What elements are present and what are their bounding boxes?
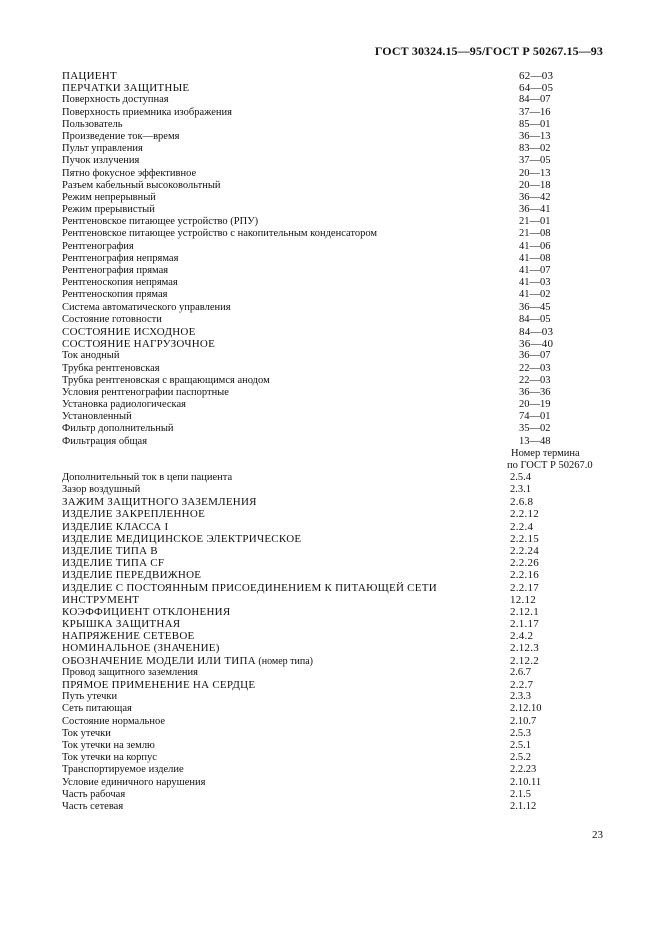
term-text: Рентгенография прямая	[62, 265, 169, 276]
term-number: 41—02	[519, 289, 551, 301]
term-row	[62, 436, 622, 448]
term-number: 74—01	[519, 411, 551, 423]
term-text: Рентгеноскопия прямая	[62, 289, 168, 301]
term-label	[62, 265, 168, 277]
term-label	[62, 289, 167, 301]
term-row	[62, 399, 622, 411]
term-number: 36—41	[519, 204, 551, 216]
term-number: 20—13	[519, 167, 551, 179]
term-number: 2.12.2	[510, 654, 539, 667]
term-number: 41—07	[519, 265, 551, 276]
term-label	[62, 801, 123, 813]
term-text: ИЗДЕЛИЕ КЛАССА I	[62, 520, 169, 533]
term-label	[62, 228, 377, 240]
term-number: 2.5.1	[510, 739, 531, 751]
term-row	[62, 411, 622, 423]
term-text: СОСТОЯНИЕ НАГРУЗОЧНОЕ	[62, 338, 216, 351]
term-label	[62, 204, 155, 216]
term-label	[62, 777, 205, 789]
term-label	[62, 496, 257, 508]
term-label	[62, 399, 186, 411]
term-label	[62, 350, 119, 362]
term-label	[62, 131, 179, 143]
term-row	[62, 545, 622, 557]
term-text: КОЭФФИЦИЕНТ ОТКЛОНЕНИЯ	[62, 605, 231, 618]
term-text: Система автоматического управления	[62, 301, 231, 313]
term-text: ИЗДЕЛИЕ ТИПА В	[62, 544, 158, 557]
term-row	[62, 630, 622, 642]
term-label	[62, 216, 258, 228]
term-text: ПЕРЧАТКИ ЗАЩИТНЫЕ	[62, 82, 190, 95]
term-label	[62, 253, 178, 265]
term-text: НОМИНАЛЬНОЕ (ЗНАЧЕНИЕ)	[62, 642, 220, 655]
term-label	[62, 557, 164, 569]
term-label	[62, 143, 143, 155]
term-text: ИЗДЕЛИЕ ЗАКРЕПЛЕННОЕ	[62, 508, 206, 521]
term-text: Рентгеноскопия непрямая	[62, 277, 178, 289]
term-number: 2.1.5	[510, 788, 531, 800]
term-label	[62, 728, 111, 740]
term-number: 36—36	[519, 386, 551, 398]
term-number: 37—05	[519, 155, 551, 167]
term-row	[62, 363, 622, 375]
subheading-line-2: по ГОСТ Р 50267.0	[507, 459, 593, 471]
term-number: 2.2.16	[510, 569, 539, 582]
term-row	[62, 70, 622, 82]
term-row	[62, 618, 622, 630]
term-row	[62, 679, 622, 691]
page-number: 23	[592, 829, 603, 841]
term-number: 2.12.1	[510, 605, 539, 618]
term-label	[62, 472, 232, 484]
term-label	[62, 740, 155, 752]
term-number: 41—06	[519, 240, 551, 252]
term-row	[62, 667, 622, 679]
subheading-line-1: Номер термина	[511, 447, 580, 459]
term-label	[62, 363, 160, 375]
term-label	[62, 508, 205, 520]
term-label	[62, 789, 125, 801]
term-label	[62, 642, 220, 654]
term-text: Пучок излучения	[62, 155, 140, 167]
term-label	[62, 326, 196, 338]
term-label	[62, 618, 180, 630]
term-text: Зазор воздушный	[62, 484, 141, 495]
term-number: 84—03	[519, 325, 554, 338]
term-text: Дополнительный ток в цепи пациента	[62, 471, 233, 483]
term-list-section-1	[62, 70, 622, 448]
term-row	[62, 484, 622, 496]
term-text: Сеть питающая	[62, 703, 132, 715]
term-label	[62, 594, 139, 606]
term-label	[62, 667, 198, 679]
term-text: СОСТОЯНИЕ ИСХОДНОЕ	[62, 325, 196, 338]
term-number: 36—07	[519, 350, 551, 362]
term-number: 21—08	[519, 228, 551, 240]
term-number: 84—07	[519, 94, 551, 106]
term-row	[62, 569, 622, 581]
term-text: Пятно фокусное эффективное	[62, 167, 197, 179]
term-text: Ток утечки на корпус	[62, 752, 157, 764]
term-text: Ток анодный	[62, 350, 120, 362]
term-label	[62, 703, 132, 715]
term-number: 36—40	[519, 338, 554, 351]
term-row	[62, 423, 622, 435]
term-number: 35—02	[519, 423, 551, 435]
term-label	[62, 241, 134, 253]
term-number: 20—19	[519, 399, 551, 411]
term-row	[62, 155, 622, 167]
term-number: 83—02	[519, 143, 551, 155]
term-row	[62, 789, 622, 801]
term-number: 37—16	[519, 106, 551, 118]
term-label	[62, 716, 165, 728]
term-label	[62, 436, 147, 448]
term-text: Пульт управления	[62, 143, 143, 155]
term-text: Режим прерывистый	[62, 204, 155, 216]
term-suffix: (номер типа)	[255, 655, 313, 667]
term-number: 2.3.1	[510, 484, 531, 495]
term-text: Режим непрерывный	[62, 191, 156, 203]
term-text: ОБОЗНАЧЕНИЕ МОДЕЛИ ИЛИ ТИПА	[62, 654, 256, 667]
term-row	[62, 655, 622, 667]
term-row	[62, 691, 622, 703]
term-number: 84—05	[519, 313, 551, 325]
term-text: Фильтрация общая	[62, 435, 148, 447]
term-number: 2.1.12	[510, 800, 537, 812]
term-text: ИЗДЕЛИЕ ПЕРЕДВИЖНОЕ	[62, 569, 202, 582]
term-number: 2.6.8	[510, 496, 534, 509]
term-text: ПАЦИЕНТ	[62, 70, 117, 82]
term-row	[62, 302, 622, 314]
term-row	[62, 338, 622, 350]
term-label	[62, 107, 232, 119]
term-number: 85—01	[519, 118, 551, 130]
term-number: 20—18	[519, 179, 551, 191]
term-text: ИНСТРУМЕНТ	[62, 593, 140, 606]
term-label	[62, 533, 301, 545]
term-text: Состояние нормальное	[62, 715, 166, 727]
term-text: Часть рабочая	[62, 788, 126, 800]
term-number: 2.2.26	[510, 557, 539, 570]
term-label	[62, 521, 168, 533]
term-row	[62, 204, 622, 216]
term-text: Рентгенография непрямая	[62, 252, 179, 264]
term-number: 36—13	[519, 130, 551, 142]
term-number: 2.2.12	[510, 508, 539, 521]
term-text: Фильтр дополнительный	[62, 423, 174, 435]
term-label	[62, 387, 229, 399]
term-text: Путь утечки	[62, 691, 118, 703]
term-label	[62, 569, 201, 581]
term-row	[62, 375, 622, 387]
term-number: 62—03	[519, 70, 554, 82]
term-number: 36—45	[519, 301, 551, 313]
term-number: 2.2.24	[510, 544, 539, 557]
term-text: КРЫШКА ЗАЩИТНАЯ	[62, 618, 181, 631]
term-index	[62, 70, 622, 813]
term-number: 2.2.15	[510, 532, 539, 545]
term-number: 12.12	[510, 593, 536, 606]
term-label	[62, 545, 158, 557]
term-label	[62, 82, 189, 94]
term-label	[62, 119, 123, 131]
term-label	[62, 155, 139, 167]
term-text: Установка радиологическая	[62, 399, 186, 411]
term-number: 2.6.7	[510, 666, 531, 678]
term-number: 2.2.4	[510, 520, 534, 533]
term-label	[62, 180, 221, 192]
column-subheading	[62, 448, 622, 472]
term-number: 41—08	[519, 252, 551, 264]
term-label	[62, 277, 178, 289]
term-number: 2.2.7	[510, 679, 534, 691]
term-text: Рентгеновское питающее устройство (РПУ)	[62, 216, 259, 228]
term-row	[62, 216, 622, 228]
term-text: Условие единичного нарушения	[62, 776, 206, 788]
term-text: Состояние готовности	[62, 313, 162, 325]
term-row	[62, 716, 622, 728]
term-text: ИЗДЕЛИЕ С ПОСТОЯННЫМ ПРИСОЕДИНЕНИЕМ К ПИТАЮЩЕЙ СЕТИ	[62, 581, 437, 594]
term-label	[62, 168, 196, 180]
term-label	[62, 679, 255, 691]
term-row	[62, 265, 622, 277]
term-row	[62, 740, 622, 752]
term-row	[62, 777, 622, 789]
term-label	[62, 630, 195, 642]
term-number: 2.10.7	[510, 715, 537, 727]
term-row	[62, 241, 622, 253]
term-label	[62, 302, 231, 314]
term-row	[62, 606, 622, 618]
term-label	[62, 314, 162, 326]
term-number: 2.4.2	[510, 630, 534, 643]
term-row	[62, 752, 622, 764]
term-number: 41—03	[519, 277, 551, 289]
term-row	[62, 131, 622, 143]
term-number: 2.5.2	[510, 752, 531, 764]
term-text: Разъем кабельный высоковольтный	[62, 179, 221, 191]
term-row	[62, 314, 622, 326]
term-row	[62, 582, 622, 594]
term-row	[62, 472, 622, 484]
term-text: Трубка рентгеновская с вращающимся анодом	[62, 374, 270, 386]
term-text: Поверхность приемника изображения	[62, 106, 232, 118]
term-row	[62, 533, 622, 545]
term-row	[62, 764, 622, 776]
term-text: Условия рентгенографии паспортные	[62, 386, 229, 398]
term-label	[62, 606, 230, 618]
term-number: 2.1.17	[510, 618, 539, 631]
term-number: 2.2.23	[510, 764, 537, 776]
term-number: 2.12.10	[510, 703, 542, 715]
term-text: Ток утечки на землю	[62, 739, 155, 751]
term-label	[62, 752, 157, 764]
term-label	[62, 70, 117, 82]
term-number: 2.5.4	[510, 471, 531, 483]
term-label	[62, 192, 156, 204]
term-row	[62, 192, 622, 204]
term-row	[62, 508, 622, 520]
term-text: Ток утечки	[62, 727, 111, 739]
term-row	[62, 119, 622, 131]
term-text: Пользователь	[62, 118, 123, 130]
term-number: 22—03	[519, 362, 551, 374]
term-row	[62, 728, 622, 740]
term-number: 36—42	[519, 191, 551, 203]
term-row	[62, 228, 622, 240]
term-label	[62, 423, 174, 435]
term-text: ИЗДЕЛИЕ ТИПА CF	[62, 557, 165, 570]
term-label	[62, 691, 117, 703]
term-number: 2.2.17	[510, 581, 539, 594]
term-text: Поверхность доступная	[62, 94, 169, 106]
term-row	[62, 289, 622, 301]
term-row	[62, 253, 622, 265]
term-number: 2.3.3	[510, 691, 531, 703]
term-text: Рентгенография	[62, 240, 134, 252]
term-label	[62, 484, 140, 496]
term-number: 13—48	[519, 435, 551, 447]
term-row	[62, 557, 622, 569]
term-text: НАПРЯЖЕНИЕ СЕТЕВОЕ	[62, 630, 195, 643]
term-row	[62, 277, 622, 289]
term-number: 2.5.3	[510, 727, 531, 739]
term-label	[62, 375, 270, 387]
term-row	[62, 143, 622, 155]
term-number: 64—05	[519, 82, 554, 95]
term-number: 21—01	[519, 216, 551, 228]
term-row	[62, 801, 622, 813]
term-list-section-2	[62, 472, 622, 813]
term-text: ИЗДЕЛИЕ МЕДИЦИНСКОЕ ЭЛЕКТРИЧЕСКОЕ	[62, 532, 302, 545]
term-text: ЗАЖИМ ЗАЩИТНОГО ЗАЗЕМЛЕНИЯ	[62, 496, 257, 509]
term-text: Трубка рентгеновская	[62, 362, 160, 374]
term-number: 2.10.11	[510, 776, 542, 788]
term-text: Рентгеновское питающее устройство с накопительным конденсатором	[62, 228, 378, 240]
term-label	[62, 764, 184, 776]
term-row	[62, 387, 622, 399]
document-header: ГОСТ 30324.15—95/ГОСТ Р 50267.15—93	[374, 44, 603, 58]
term-text: Транспортируемое изделие	[62, 764, 184, 776]
term-row	[62, 180, 622, 192]
term-row	[62, 642, 622, 654]
term-text: ПРЯМОЕ ПРИМЕНЕНИЕ НА СЕРДЦЕ	[62, 679, 256, 691]
term-row	[62, 82, 622, 94]
term-row	[62, 107, 622, 119]
term-text: Часть сетевая	[62, 800, 124, 812]
term-row	[62, 350, 622, 362]
term-text: Установленный	[62, 411, 132, 423]
term-row	[62, 326, 622, 338]
term-number: 2.12.3	[510, 642, 539, 655]
term-row	[62, 703, 622, 715]
term-label	[62, 338, 215, 350]
term-label	[62, 582, 437, 594]
term-row	[62, 168, 622, 180]
term-label	[62, 411, 132, 423]
term-text: Провод защитного заземления	[62, 666, 199, 678]
term-label	[62, 94, 169, 106]
term-row	[62, 521, 622, 533]
term-row	[62, 94, 622, 106]
term-row	[62, 594, 622, 606]
term-text: Произведение ток—время	[62, 130, 180, 142]
term-number: 22—03	[519, 374, 551, 386]
term-row	[62, 496, 622, 508]
